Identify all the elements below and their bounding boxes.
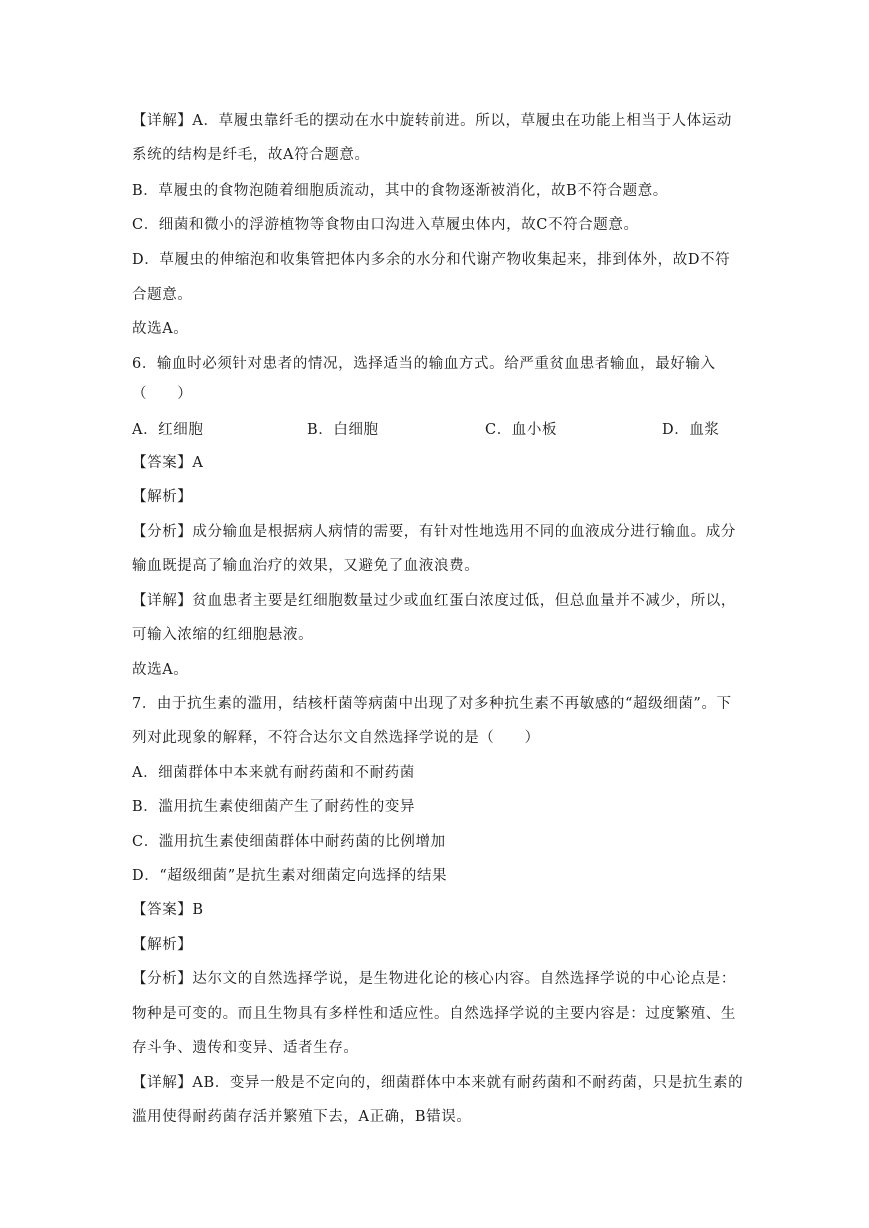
q7-answer: 【答案】B xyxy=(132,902,204,918)
question-7-stem: 列对此现象的解释，不符合达尔文自然选择学说的是（ ） xyxy=(132,730,540,746)
q7-option-a: A．细菌群体中本来就有耐药菌和不耐药菌 xyxy=(132,765,415,781)
q7-option-d: D．“超级细菌”是抗生素对细菌定向选择的结果 xyxy=(132,868,448,884)
q6-analysis-heading: 【解析】 xyxy=(132,489,193,505)
q6-option-d: D．血浆 xyxy=(662,422,720,438)
text-line: 系统的结构是纤毛，故A符合题意。 xyxy=(132,147,370,163)
text-line: B．草履虫的食物泡随着细胞质流动，其中的食物逐渐被消化，故B不符合题意。 xyxy=(132,183,668,199)
question-6-blank: （ ） xyxy=(132,386,193,402)
text-line: C．细菌和微小的浮游植物等食物由口沟进入草履虫体内，故C不符合题意。 xyxy=(132,217,639,233)
q6-option-c: C．血小板 xyxy=(485,422,558,438)
text-line: 可输入浓缩的红细胞悬液。 xyxy=(132,627,314,643)
text-line: 【详解】AB．变异一般是不定向的，细菌群体中本来就有耐药菌和不耐药菌，只是抗生素的 xyxy=(132,1075,744,1091)
text-line: 故选A。 xyxy=(132,321,189,337)
q7-analysis-heading: 【解析】 xyxy=(132,937,193,953)
text-line: 存斗争、遗传和变异、适者生存。 xyxy=(132,1040,359,1056)
question-6-stem: 6．输血时必须针对患者的情况，选择适当的输血方式。给严重贫血患者输血，最好输入 xyxy=(132,356,716,372)
text-line: 故选A。 xyxy=(132,662,189,678)
q7-option-b: B．滥用抗生素使细菌产生了耐药性的变异 xyxy=(132,799,416,815)
q6-option-b: B．白细胞 xyxy=(307,422,379,438)
q6-option-a: A．红细胞 xyxy=(132,422,204,438)
text-line: 【详解】贫血患者主要是红细胞数量过少或血红蛋白浓度过低，但总血量并不减少，所以， xyxy=(132,593,736,609)
question-7-stem: 7．由于抗生素的滥用，结核杆菌等病菌中出现了对多种抗生素不再敏感的“超级细菌”。下 xyxy=(132,696,732,712)
text-line: 【分析】成分输血是根据病人病情的需要，有针对性地选用不同的血液成分进行输血。成分 xyxy=(132,524,736,540)
text-line: D．草履虫的伸缩泡和收集管把体内多余的水分和代谢产物收集起来，排到体外，故D不符 xyxy=(132,252,731,268)
text-line: 滥用使得耐药菌存活并繁殖下去，A正确，B错误。 xyxy=(132,1109,472,1125)
text-line: 合题意。 xyxy=(132,287,193,303)
q6-answer: 【答案】A xyxy=(132,455,204,471)
text-line: 【详解】A．草履虫靠纤毛的摆动在水中旋转前进。所以，草履虫在功能上相当于人体运动 xyxy=(132,113,732,129)
text-line: 【分析】达尔文的自然选择学说，是生物进化论的核心内容。自然选择学说的中心论点是： xyxy=(132,971,736,987)
q7-option-c: C．滥用抗生素使细菌群体中耐药菌的比例增加 xyxy=(132,834,446,850)
text-line: 物种是可变的。而且生物具有多样性和适应性。自然选择学说的主要内容是：过度繁殖、生 xyxy=(132,1006,736,1022)
text-line: 输血既提高了输血治疗的效果，又避免了血液浪费。 xyxy=(132,558,480,574)
